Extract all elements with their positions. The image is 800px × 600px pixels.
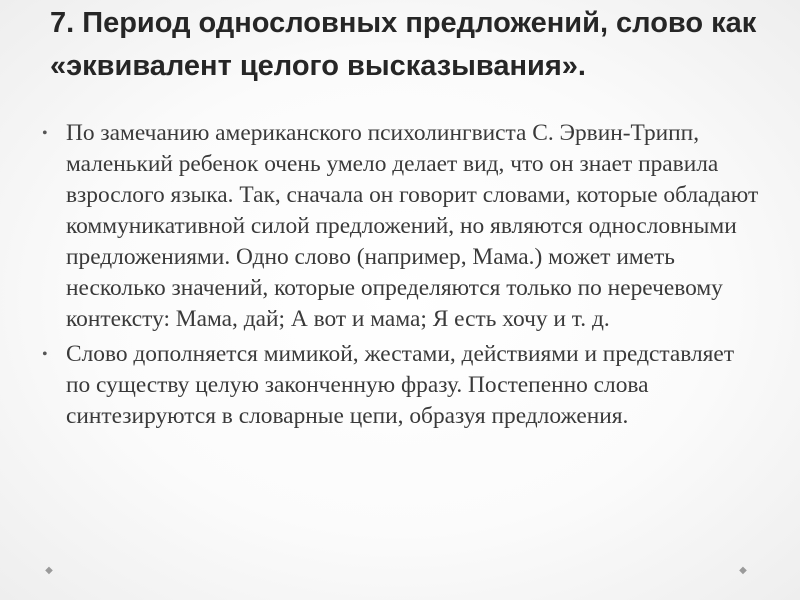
- next-slide-icon[interactable]: ◆: [739, 565, 747, 576]
- bullet-item: [42, 118, 762, 335]
- bullet-item: [42, 339, 762, 432]
- bullet-dot-icon: •: [42, 346, 48, 363]
- slide-title: 7. Период однословных предложений, слово как «эквивалент целого высказывания».: [50, 7, 757, 82]
- prev-slide-icon[interactable]: ◆: [45, 565, 53, 576]
- bullet-text: По замечанию американского психолингвиста С. Эрвин-Трипп, маленький ребенок очень умело делает вид, что он знает правила взрослого языка. Так, сначала он говорит словами, которые обладают коммуникативной силой предложений, но являются однословными предложениями. Одно слово (например, Мама.) может иметь несколько значений, которые определяются только по неречевому контексту: Мама, дай; А вот и мама; Я есть хочу и т. д.: [66, 120, 759, 332]
- bullet-text: Слово дополняется мимикой, жестами, действиями и представляет по существу целую законченную фразу. Постепенно слова синтезируются в словарные цепи, образуя предложения.: [66, 341, 735, 429]
- bullet-dot-icon: •: [42, 125, 48, 142]
- bullet-list: [42, 118, 762, 436]
